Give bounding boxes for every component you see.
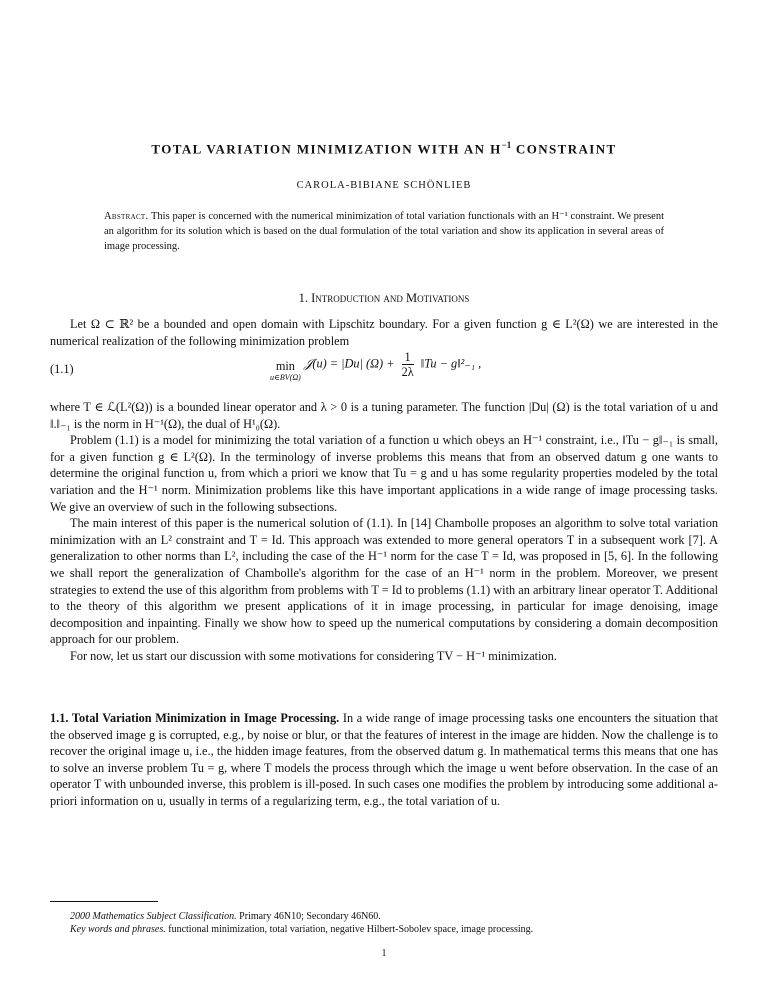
- section-number: 1.: [298, 291, 308, 305]
- subsection-text: In a wide range of image processing tasks one encounters the situation that the observed image g is corrupted, e.g., by noise or blur, or that the features of interest in the image are hidden. Now the challenge is to recover the original image u, i.e., the hidden image features, from the observed datum g. In mathematical terms this means that one has to solve an inverse problem Tu = g, where T models the process through which the image u went before observation. In the case of an operator T with unbounded inverse, this problem is ill-posed. In such cases one modifies the problem by introducing some additional a-priori information on u, usually in terms of a regularizing term, e.g., the total variation of u.: [50, 711, 718, 808]
- paragraph: where T ∈ ℒ(L²(Ω)) is a bounded linear operator and λ > 0 is a tuning parameter. The function |Du| (Ω) is the total variation of u and ‖.‖₋₁ is the norm in H⁻¹(Ω), the dual of H¹₀(Ω).: [50, 400, 718, 431]
- paragraph: Problem (1.1) is a model for minimizing the total variation of a function u which obeys an H⁻¹ constraint, i.e., ‖Tu − g‖₋₁ is small, for a given function g ∈ L²(Ω). In the terminology of inverse problems this means that from an observed datum g one wants to determine the original function u, from which a priori we know that Tu = g and u has some regularity properties modeled by the total variation and the H⁻¹ norm. Minimization problems like this have important applications in a wide range of image processing tasks. We give an overview of such in the following subsections.: [50, 433, 718, 514]
- abstract-text: This paper is concerned with the numerical minimization of total variation functionals with an H⁻¹ constraint. We present an algorithm for its solution which is based on the dual formulation of the total variation and show its application in several areas of image processing.: [104, 211, 664, 252]
- footnote-rule: [50, 901, 158, 902]
- subsection-paragraph: [50, 710, 718, 810]
- author-name: CAROLA-BIBIANE SCHÖNLIEB: [296, 180, 472, 191]
- equation-lhs: 𝒥(u) = |Du| (Ω) +: [303, 356, 398, 371]
- paper-title: TOTAL VARIATION MINIMIZATION WITH AN $H^{-1}$ CONSTRAINT: [151, 140, 617, 157]
- equation-1-1: [50, 350, 718, 390]
- section-title: Introduction and Motivations: [311, 291, 470, 305]
- intro-paragraph: Let Ω ⊂ ℝ² be a bounded and open domain with Lipschitz boundary. For a given function g ∈ L²(Ω) we are interested in the numerical realization of the following minimization problem: [50, 317, 718, 348]
- equation-number: (1.1): [50, 362, 74, 376]
- equation-content: [270, 350, 482, 382]
- equation-fraction: $\frac{1}{2\lambda}$: [401, 350, 414, 379]
- paragraph: For now, let us start our discussion with some motivations for considering TV − H⁻¹ minimization.: [70, 648, 557, 663]
- footnote-msc: 2000 Mathematics Subject Classification. Primary 46N10; Secondary 46N60.: [70, 911, 381, 922]
- min-operator: min u∈BV(Ω): [270, 359, 301, 382]
- main-text: [50, 399, 718, 665]
- subsection-heading: 1.1. Total Variation Minimization in Image Processing.: [50, 711, 340, 725]
- footnote-keywords: Key words and phrases. functional minimization, total variation, negative Hilbert-Sobolev space, image processing.: [70, 924, 534, 935]
- footnotes: [50, 910, 718, 936]
- equation-rhs: ‖Tu − g‖²₋₁ ,: [420, 356, 482, 371]
- paragraph: The main interest of this paper is the numerical solution of (1.1). In [14] Chambolle proposes an algorithm to solve total variation minimization with an L² constraint and T = Id. This approach was extended to more general operators T in a subsequent work [7]. A generalization to other norms than L², including the case of the H⁻¹ norm for the case T = Id, was proposed in [5, 6]. In the following we shall report the generalization of Chambolle's algorithm for the case of an H⁻¹ norm in the problem. Moreover, we present strategies to extend the use of this algorithm from problems with T = Id to problems (1.1) with an arbitrary linear operator T. Additional to the theory of this algorithm we present applications of it in image processing, in particular for image denoising, image decomposition and inpainting. Finally we show how to speed up the numerical computations by considering a domain decomposition approach for our problem.: [50, 516, 718, 647]
- page-number: 1: [381, 948, 387, 959]
- abstract-label: Abstract.: [104, 211, 149, 222]
- section-heading: [0, 291, 768, 306]
- abstract: [104, 209, 664, 254]
- intro-text: [50, 316, 718, 349]
- subsection: [50, 710, 718, 810]
